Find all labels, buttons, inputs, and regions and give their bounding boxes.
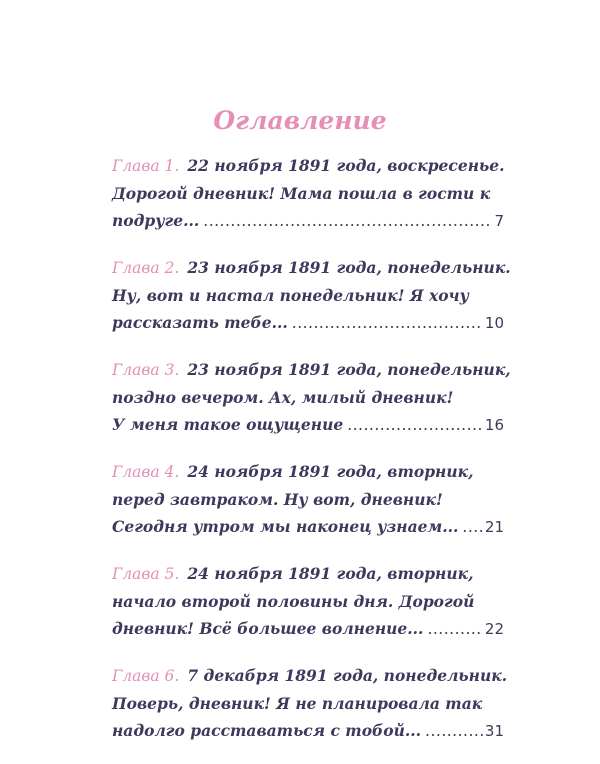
chapter-label: Глава 6.: [112, 667, 180, 685]
dot-leader: [292, 310, 483, 337]
chapter-description: Дорогой дневник! Мама пошла в гости к: [112, 184, 491, 203]
toc-entry-chapter-5[interactable]: [112, 560, 504, 643]
chapter-label: Глава 5.: [112, 565, 180, 583]
toc-entry-line: [112, 384, 504, 411]
toc-entry-last-line: [112, 615, 504, 643]
toc-entry-chapter-2[interactable]: [112, 254, 511, 337]
toc-entry-last-line: [112, 513, 504, 541]
dot-leader: [462, 514, 482, 541]
chapter-date: 7 декабря 1891 года, понедельник.: [187, 666, 508, 685]
dot-leader: [203, 208, 492, 235]
chapter-description: Поверь, дневник! Я не планировала так: [112, 694, 483, 713]
page-number: 7: [494, 212, 504, 230]
chapter-description-end: У меня такое ощущение: [112, 415, 344, 434]
dot-leader: [347, 412, 483, 439]
toc-entry-last-line: [112, 717, 504, 745]
toc-entry-chapter-1[interactable]: [112, 152, 504, 235]
chapter-date: 23 ноября 1891 года, понедельник.: [187, 258, 511, 277]
toc-entry-heading: [112, 458, 504, 486]
toc-entry-line: [112, 588, 504, 615]
toc-entry-chapter-4[interactable]: [112, 458, 504, 541]
chapter-label: Глава 2.: [112, 259, 180, 277]
toc-entry-line: [112, 486, 504, 513]
chapter-label: Глава 1.: [112, 157, 180, 175]
page-number: 31: [484, 722, 504, 740]
dot-leader: [427, 616, 482, 643]
toc-entry-last-line: [112, 207, 504, 235]
toc-entry-heading: [112, 254, 511, 282]
page-title: Оглавление: [213, 106, 387, 135]
page-number: 16: [484, 416, 504, 434]
toc-entry-line: [112, 180, 504, 207]
toc-entry-heading: [112, 356, 511, 384]
chapter-description-end: подруге...: [112, 211, 200, 230]
chapter-label: Глава 4.: [112, 463, 180, 481]
chapter-date: 22 ноября 1891 года, воскресенье.: [187, 156, 505, 175]
table-of-contents: [112, 152, 511, 764]
toc-entry-line: [112, 690, 504, 717]
chapter-description-end: рассказать тебе...: [112, 313, 288, 332]
toc-entry-heading: [112, 560, 504, 588]
chapter-description-end: Сегодня утром мы наконец узнаем...: [112, 517, 459, 536]
chapter-date: 24 ноября 1891 года, вторник,: [187, 462, 474, 481]
toc-entry-heading: [112, 152, 504, 180]
chapter-description: поздно вечером. Ах, милый дневник!: [112, 388, 454, 407]
page-number: 21: [484, 518, 504, 536]
chapter-description: перед завтраком. Ну вот, дневник!: [112, 490, 443, 509]
page-number: 10: [484, 314, 504, 332]
toc-entry-line: [112, 282, 504, 309]
chapter-description-end: надолго расставаться с тобой...: [112, 721, 422, 740]
chapter-description: Ну, вот и настал понедельник! Я хочу: [112, 286, 469, 305]
chapter-date: 23 ноября 1891 года, понедельник,: [187, 360, 511, 379]
chapter-description-end: дневник! Всё большее волнение...: [112, 619, 424, 638]
chapter-description: начало второй половины дня. Дорогой: [112, 592, 475, 611]
toc-entry-last-line: [112, 309, 504, 337]
toc-entry-last-line: [112, 411, 504, 439]
toc-entry-heading: [112, 662, 508, 690]
toc-entry-chapter-6[interactable]: [112, 662, 508, 745]
toc-entry-chapter-3[interactable]: [112, 356, 511, 439]
page-number: 22: [484, 620, 504, 638]
chapter-date: 24 ноября 1891 года, вторник,: [187, 564, 474, 583]
dot-leader: [425, 718, 483, 745]
chapter-label: Глава 3.: [112, 361, 180, 379]
